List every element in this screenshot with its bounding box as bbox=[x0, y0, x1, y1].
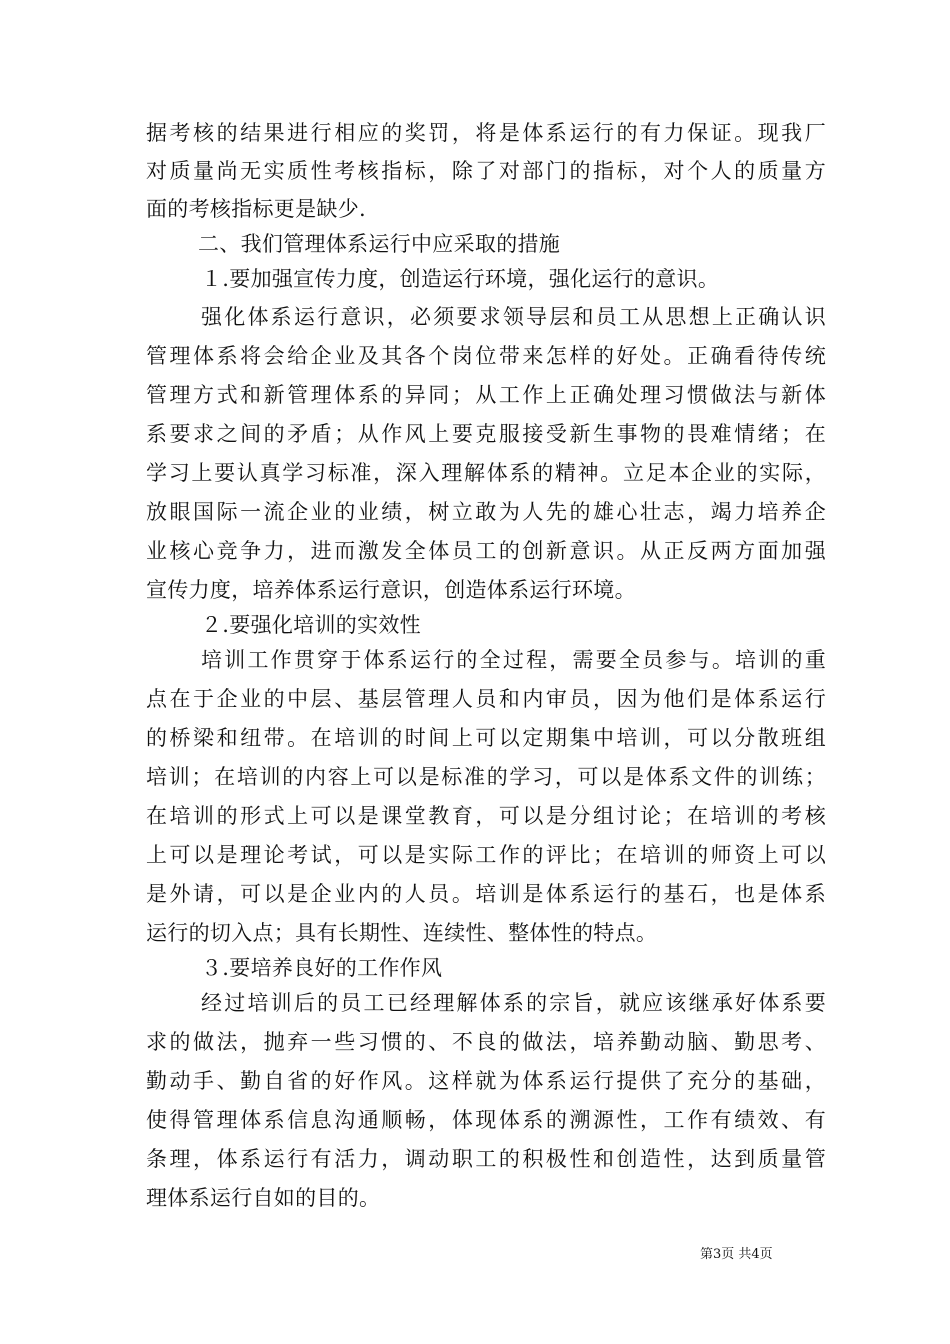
text-line: 放眼国际一流企业的业绩，树立敢为人先的雄心壮志，竭力培养企 bbox=[146, 500, 826, 524]
text-line: 管理体系将会给企业及其各个岗位带来怎样的好处。正确看待传统 bbox=[146, 344, 826, 368]
text-line: 是外请，可以是企业内的人员。培训是体系运行的基石，也是体系 bbox=[146, 882, 826, 906]
text-line: 二、我们管理体系运行中应采取的措施 bbox=[198, 232, 561, 256]
text-line: 业核心竞争力，进而激发全体员工的创新意识。从正反两方面加强 bbox=[146, 539, 826, 563]
text-line: 对质量尚无实质性考核指标，除了对部门的指标，对个人的质量方 bbox=[146, 159, 826, 183]
text-line: 在培训的形式上可以是课堂教育，可以是分组讨论；在培训的考核 bbox=[146, 804, 826, 828]
page-number: 第3页 共4页 bbox=[700, 1247, 773, 1262]
text-line: 强化体系运行意识，必须要求领导层和员工从思想上正确认识 bbox=[201, 305, 826, 329]
text-line: 经过培训后的员工已经理解体系的宗旨，就应该继承好体系要 bbox=[201, 991, 826, 1015]
text-line: 运行的切入点；具有长期性、连续性、整体性的特点。 bbox=[146, 921, 658, 945]
text-line: 系要求之间的矛盾；从作风上要克服接受新生事物的畏难情绪；在 bbox=[146, 422, 826, 446]
text-line: 使得管理体系信息沟通顺畅，体现体系的溯源性，工作有绩效、有 bbox=[146, 1108, 826, 1132]
text-line: 上可以是理论考试，可以是实际工作的评比；在培训的师资上可以 bbox=[146, 843, 826, 867]
text-line: 条理，体系运行有活力，调动职工的积极性和创造性，达到质量管 bbox=[146, 1147, 826, 1171]
text-line: 据考核的结果进行相应的奖罚，将是体系运行的有力保证。现我厂 bbox=[146, 121, 826, 145]
text-line: 宣传力度，培养体系运行意识，创造体系运行环境。 bbox=[146, 578, 636, 602]
text-line: 培训工作贯穿于体系运行的全过程，需要全员参与。培训的重 bbox=[201, 648, 826, 672]
text-line: 学习上要认真学习标准，深入理解体系的精神。立足本企业的实际， bbox=[146, 461, 826, 485]
text-line: 点在于企业的中层、基层管理人员和内审员，因为他们是体系运行 bbox=[146, 687, 826, 711]
text-line: ２.要强化培训的实效性 bbox=[201, 613, 421, 637]
text-line: 管理方式和新管理体系的异同；从工作上正确处理习惯做法与新体 bbox=[146, 383, 826, 407]
text-line: １.要加强宣传力度，创造运行环境，强化运行的意识。 bbox=[201, 267, 720, 291]
text-line: 勤动手、勤自省的好作风。这样就为体系运行提供了充分的基础， bbox=[146, 1069, 826, 1093]
text-line: ３.要培养良好的工作作风 bbox=[201, 956, 443, 980]
text-line: 培训；在培训的内容上可以是标准的学习，可以是体系文件的训练； bbox=[146, 765, 826, 789]
text-line: 求的做法，抛弃一些习惯的、不良的做法，培养勤动脑、勤思考、 bbox=[146, 1030, 826, 1054]
text-line: 面的考核指标更是缺少. bbox=[146, 197, 366, 221]
text-line: 的桥梁和纽带。在培训的时间上可以定期集中培训，可以分散班组 bbox=[146, 726, 826, 750]
text-line: 理体系运行自如的目的。 bbox=[146, 1186, 381, 1210]
